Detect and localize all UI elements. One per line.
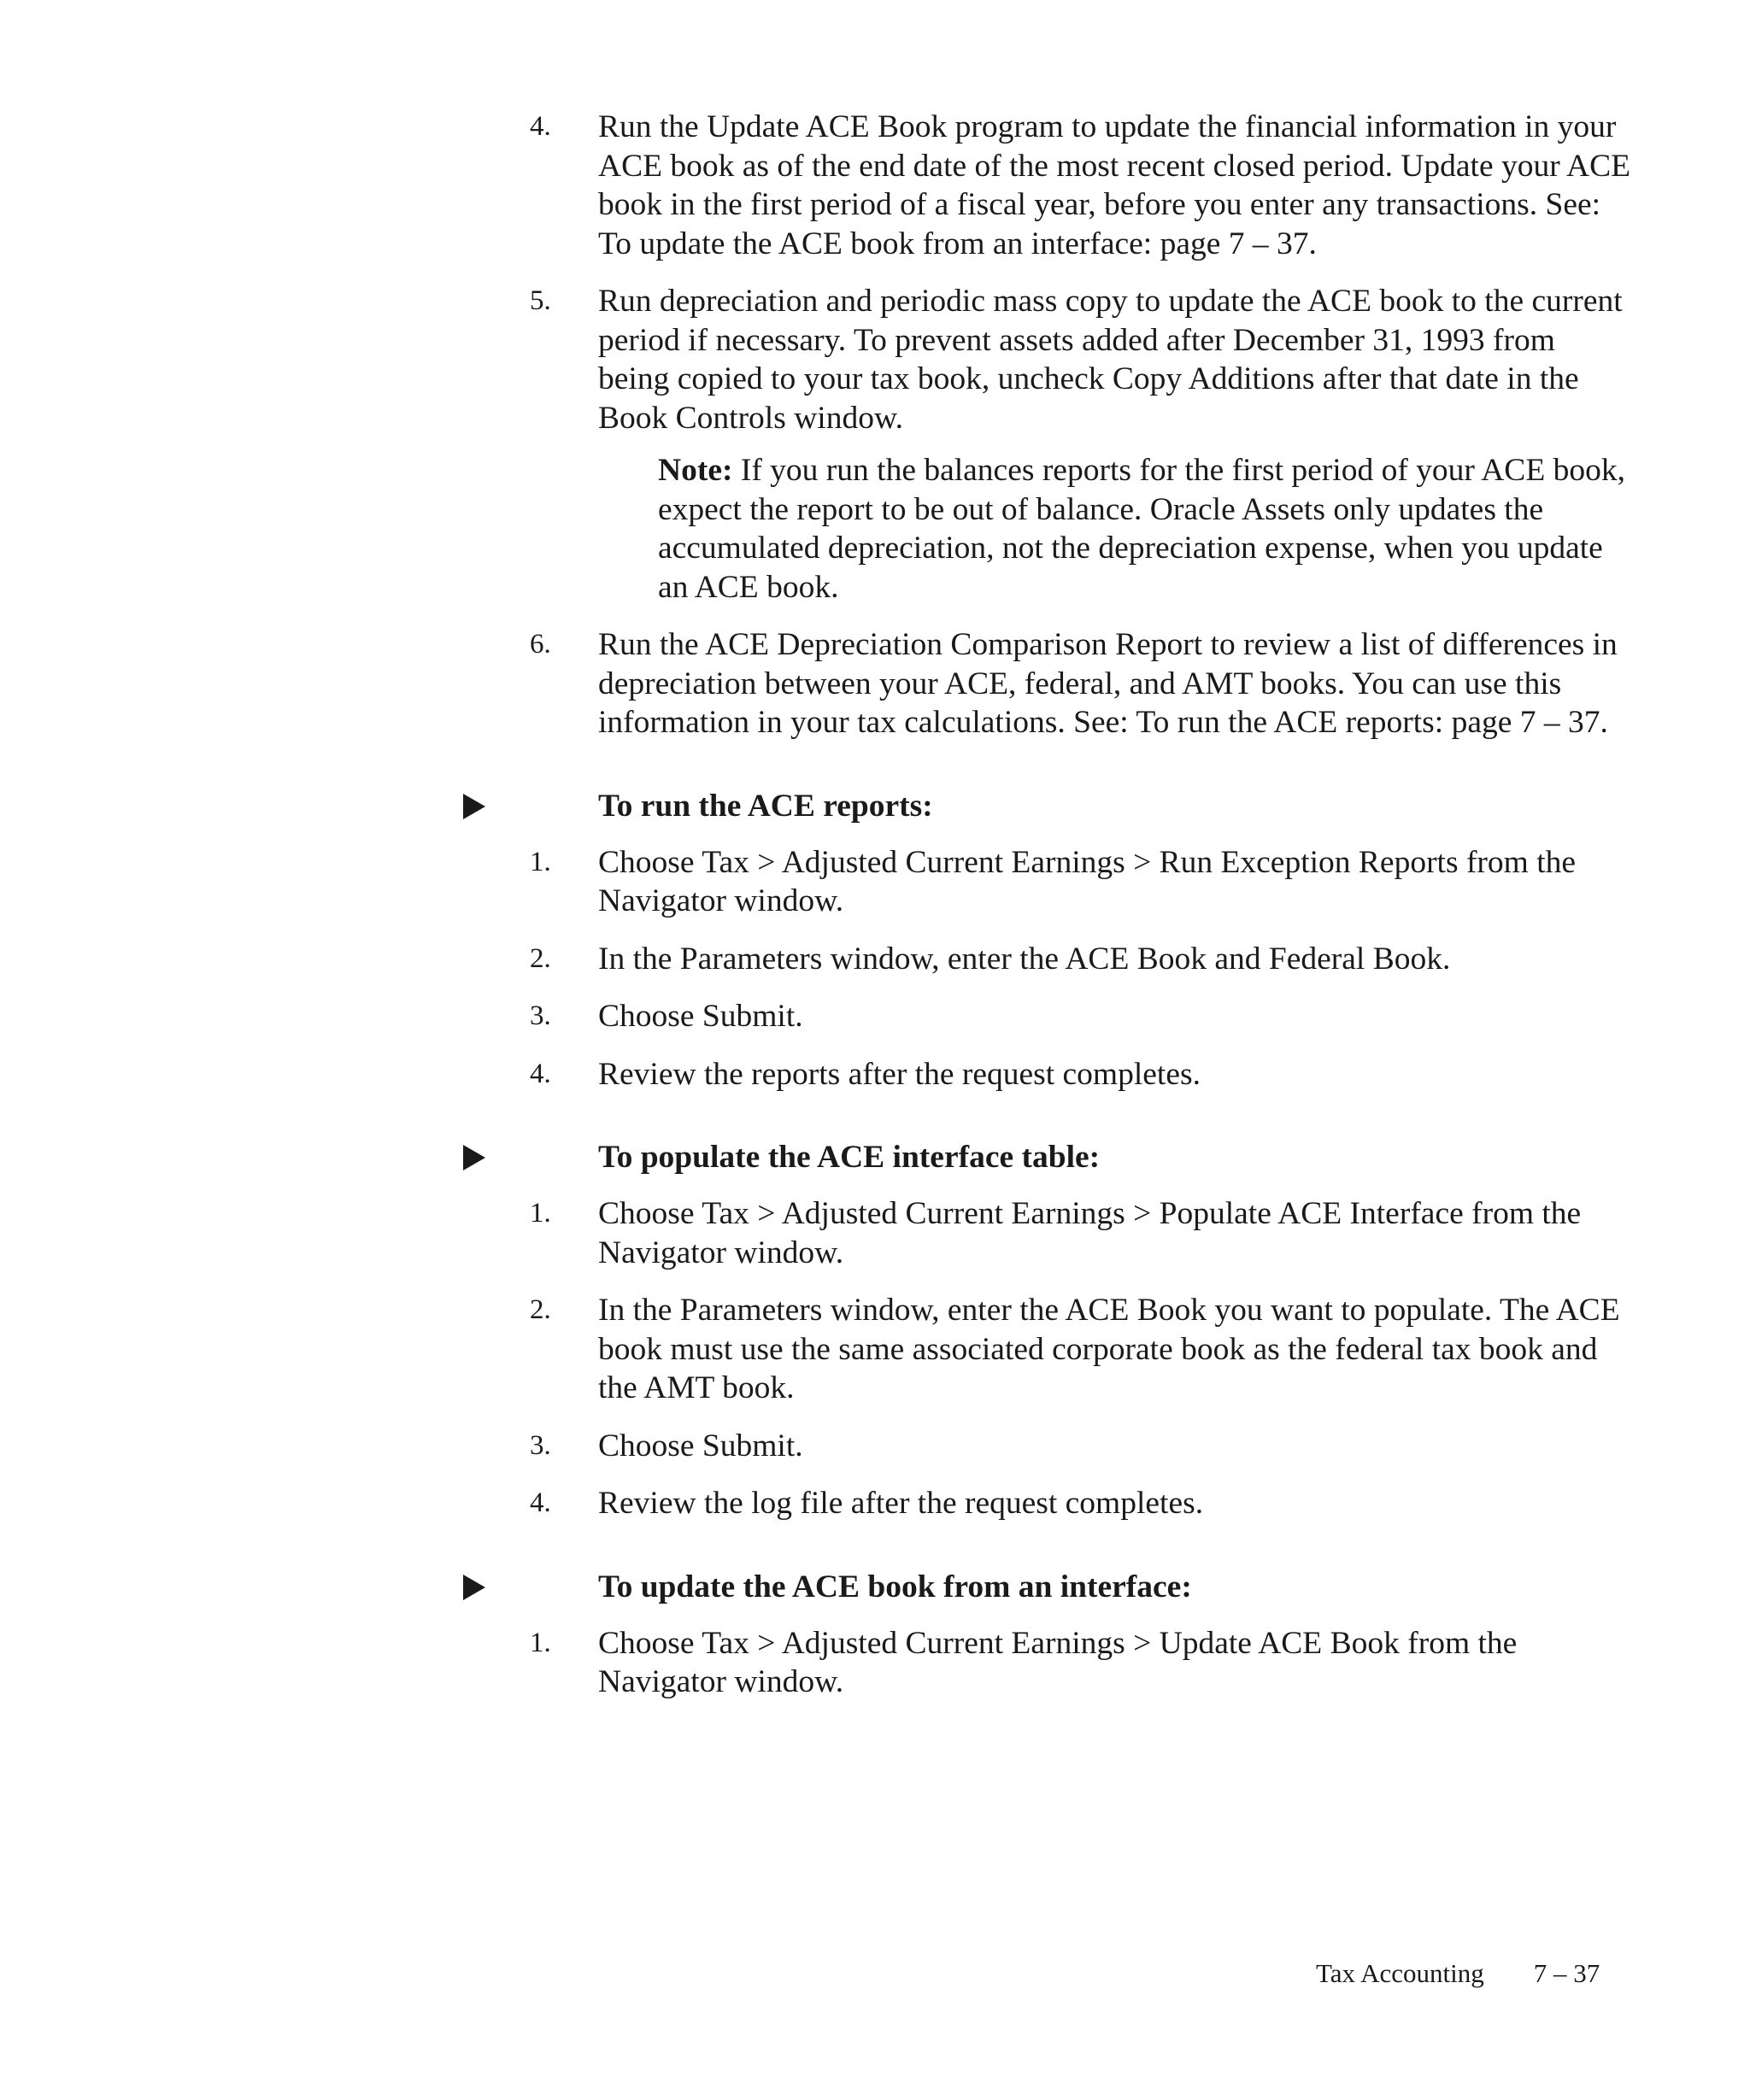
step-text: Review the log file after the request completes. [598,1486,1204,1521]
list-item [530,1624,1632,1702]
section-heading [530,1138,1632,1177]
triangle-bullet-icon [463,1575,485,1600]
step-text: Choose Tax > Adjusted Current Earnings > Update ACE Book from the Navigator window. [598,1625,1518,1699]
list-item [530,108,1632,263]
section-title: To run the ACE reports: [598,788,933,824]
step-text: Review the reports after the request completes. [598,1056,1201,1092]
step-number: 4. [530,1487,551,1518]
list-item [530,282,1632,437]
footer-page-number: 7 – 37 [1533,1958,1600,1988]
step-number: 5. [530,285,551,316]
step-text: In the Parameters window, enter the ACE Book you want to populate. The ACE book must use the same associated corporate book as the federal tax book and the AMT book. [598,1293,1620,1405]
section-title: To populate the ACE interface table: [598,1140,1101,1175]
section-title: To update the ACE book from an interface: [598,1569,1192,1604]
step-number: 1. [530,1627,551,1658]
step-number: 4. [530,1058,551,1089]
note-text: If you run the balances reports for the first period of your ACE book, expect the report to be out of balance. Oracle Assets only updates the accumulated depreciation, not the depreciation expense, when you update an ACE book. [658,453,1625,605]
step-number: 1. [530,846,551,877]
step-number: 2. [530,942,551,974]
content-column [530,108,1632,1721]
note-label: Note: [658,453,733,488]
triangle-bullet-icon [463,1145,485,1170]
note-block [530,451,1632,607]
list-item [530,940,1632,979]
list-item [530,625,1632,742]
list-item [530,1055,1632,1094]
page-footer [1316,1956,1600,1991]
step-number: 2. [530,1294,551,1325]
step-text: Choose Submit. [598,1428,803,1464]
section-heading [530,1568,1632,1607]
list-item [530,1484,1632,1523]
step-text: In the Parameters window, enter the ACE Book and Federal Book. [598,941,1451,977]
list-item [530,843,1632,921]
step-number: 3. [530,1000,551,1031]
step-number: 6. [530,629,551,660]
step-number: 4. [530,111,551,142]
step-text: Choose Tax > Adjusted Current Earnings > Run Exception Reports from the Navigator window. [598,844,1577,918]
list-item [530,1427,1632,1466]
section-heading [530,787,1632,826]
footer-chapter: Tax Accounting [1316,1958,1484,1988]
list-item [530,1291,1632,1408]
step-text: Choose Submit. [598,999,803,1034]
step-text: Choose Tax > Adjusted Current Earnings > Populate ACE Interface from the Navigator window. [598,1196,1582,1270]
step-text: Run the Update ACE Book program to update the financial information in your ACE book as of the end date of the most recent closed period. Update your ACE book in the first period of a fiscal year, before you enter any transactions. See: To update the ACE book from an interface: page 7 – 37. [598,109,1631,261]
step-number: 3. [530,1429,551,1461]
step-text: Run the ACE Depreciation Comparison Report to review a list of differences in depreciation between your ACE, federal, and AMT books. You can use this information in your tax calculations. See: To run the ACE reports: page 7 – 37. [598,627,1618,740]
step-text: Run depreciation and periodic mass copy to update the ACE book to the current period if necessary. To prevent assets added after December 31, 1993 from being copied to your tax book, uncheck Copy Additions after that date in the Book Controls window. [598,284,1623,436]
triangle-bullet-icon [463,794,485,819]
step-number: 1. [530,1198,551,1229]
list-item [530,1194,1632,1272]
list-item [530,997,1632,1036]
